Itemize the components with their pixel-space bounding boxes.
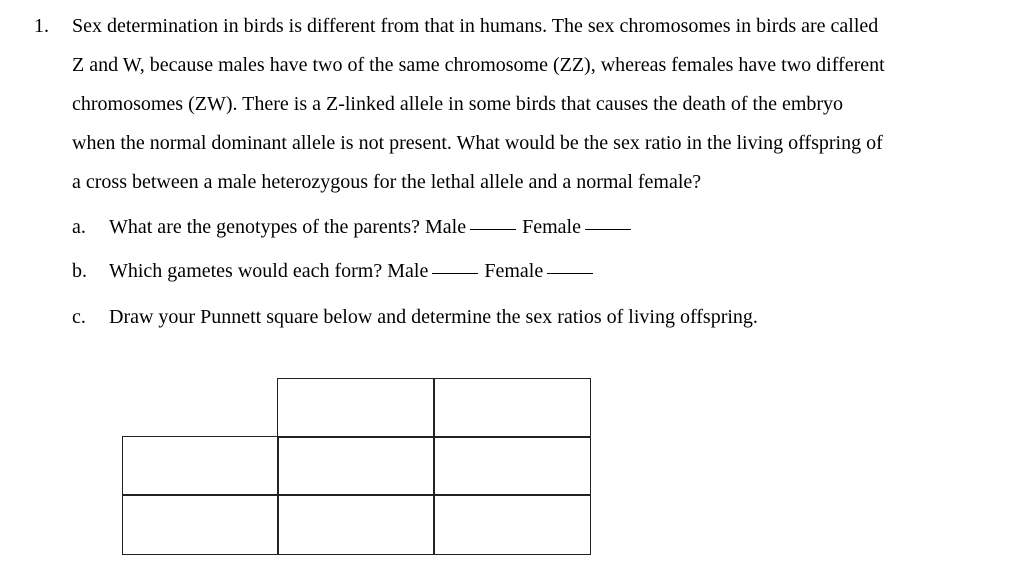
question-line: when the normal dominant allele is not present. What would be the sex ratio in the living offspring of: [72, 132, 883, 154]
question-line: Sex determination in birds is different from that in humans. The sex chromosomes in birds are called: [72, 15, 879, 37]
subquestion-second-label: Female: [522, 216, 581, 238]
subquestion-c: [72, 306, 758, 328]
male-gametes-blank[interactable]: [432, 272, 478, 274]
female-gametes-blank[interactable]: [547, 272, 593, 274]
question-line: Z and W, because males have two of the same chromosome (ZZ), whereas females have two different: [72, 54, 885, 76]
punnett-header-cell[interactable]: [122, 494, 279, 555]
question-text: [72, 15, 1007, 210]
subquestion-second-label: Female: [484, 260, 544, 282]
subquestion-letter: c.: [72, 306, 86, 328]
punnett-offspring-cell[interactable]: [277, 436, 435, 496]
subquestion-b: [72, 260, 599, 282]
punnett-offspring-cell[interactable]: [433, 494, 591, 555]
subquestion-letter: a.: [72, 216, 86, 238]
question-line: chromosomes (ZW). There is a Z-linked allele in some birds that causes the death of the embryo: [72, 93, 844, 115]
punnett-header-cell[interactable]: [433, 378, 591, 438]
punnett-offspring-cell[interactable]: [277, 494, 435, 555]
punnett-header-cell[interactable]: [277, 378, 435, 438]
female-genotype-blank[interactable]: [585, 228, 631, 230]
subquestion-text: Draw your Punnett square below and determine the sex ratios of living offspring.: [109, 306, 758, 328]
punnett-offspring-cell[interactable]: [433, 436, 591, 496]
subquestion-text: What are the genotypes of the parents? Male: [109, 216, 467, 238]
punnett-header-cell[interactable]: [122, 436, 279, 496]
subquestion-a: [72, 216, 637, 238]
question-number: 1.: [34, 15, 49, 37]
subquestion-letter: b.: [72, 260, 87, 282]
male-genotype-blank[interactable]: [470, 228, 516, 230]
subquestion-text: Which gametes would each form? Male: [109, 260, 429, 282]
question-line: a cross between a male heterozygous for the lethal allele and a normal female?: [72, 171, 702, 193]
